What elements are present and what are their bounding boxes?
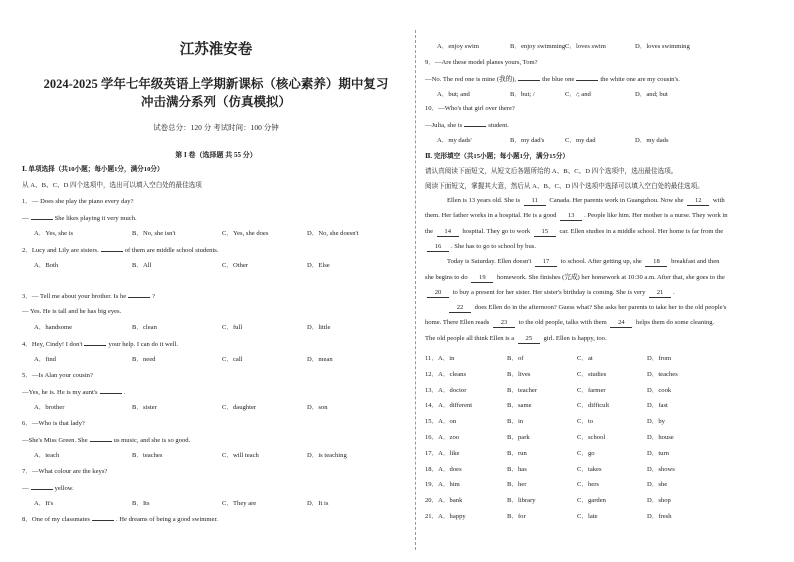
q3-text-post: ? [152, 293, 156, 300]
q2-option-a: A．Both [34, 262, 59, 269]
cloze-option: D．turn [647, 449, 669, 457]
passage-blank-number: 13 [560, 211, 582, 221]
q1-answer-text: She likes playing it very much. [54, 215, 137, 222]
q8-option-a: A．enjoy swim [437, 43, 479, 50]
q6-option-a: A．teach [34, 452, 60, 459]
q2-text-pre: 2．Lucy and Lily are sisters. [22, 247, 99, 254]
q1-option-c: C．Yes, she does [222, 230, 269, 237]
cloze-option: B．has [507, 465, 527, 473]
cloze-question-option-a: 21．A．happy [425, 513, 466, 520]
q3-option-b: B．clean [132, 324, 157, 331]
q7-option-a: A．It's [34, 500, 54, 507]
q2-option-b: B．All [132, 262, 152, 269]
part1-title: Ⅰ. 单项选择（共10小题；每小题1分，满分10分） [22, 166, 164, 173]
q7-option-b: B．Its [132, 500, 150, 507]
q10-question: 10．—Who's that girl over there? [425, 105, 515, 112]
passage-text: helps them do some cleaning. [634, 319, 715, 327]
cloze-option: C．farmer [577, 386, 606, 394]
cloze-option: B．her [507, 481, 527, 489]
cloze-question-option-a: 19．A．him [425, 481, 460, 489]
exam-title: 江苏淮安卷 [179, 42, 253, 58]
q2-question [22, 245, 219, 255]
q1-option-a: A．Yes, she is [34, 230, 74, 237]
q9-option-c: C．/; and [565, 91, 591, 98]
part2-title: Ⅱ. 完形填空（共15小题；每小题1分，满分15分） [425, 153, 570, 160]
q5-text-post: . [123, 389, 126, 396]
passage-text: the [425, 227, 435, 235]
q4-text-post: your help. I can do it well. [108, 341, 179, 348]
q9-blank-1 [518, 74, 540, 81]
exam-subtitle-line2: 冲击满分系列（仿真模拟） [140, 95, 291, 109]
q5-option-c: C．daughter [222, 404, 257, 411]
q6-question: 6．—Who is that lady? [22, 420, 85, 427]
cloze-option: C．studies [577, 370, 607, 378]
cloze-option: C．at [577, 355, 593, 362]
q7-question: 7．—What colour are the keys? [22, 468, 108, 475]
passage-line [425, 334, 607, 344]
passage-blank-number: 21 [649, 288, 671, 298]
q9-blank-2 [576, 74, 598, 81]
cloze-question-option-a: 18．A．does [425, 465, 462, 473]
cloze-option: D．fast [647, 402, 668, 410]
q9-text-post: the white one are my cousin's. [600, 76, 680, 83]
passage-text: home. There Ellen reads [425, 319, 491, 327]
passage-blank-number: 24 [610, 318, 632, 328]
cloze-option: D．teaches [647, 370, 678, 378]
q3-option-c: C．full [222, 324, 243, 331]
q4-option-b: B．need [132, 356, 156, 363]
cloze-option: D．by [647, 418, 665, 426]
passage-text: The old people all think Ellen is a [425, 334, 516, 342]
passage-line [425, 211, 728, 221]
q9-question: 9．—Are these model planes yours, Tom? [425, 59, 538, 66]
passage-blank-number: 19 [471, 273, 493, 283]
q10-option-d: D．my dads [635, 137, 669, 144]
q2-option-c: C．Other [222, 262, 249, 269]
q9-answer-line [425, 74, 680, 84]
q10-option-b: B．my dad's [510, 137, 545, 144]
cloze-question-option-a: 16．A．zoo [425, 434, 460, 441]
passage-line [447, 257, 719, 267]
passage-blank-number: 20 [427, 288, 449, 298]
q8-option-c: C．loves swim [565, 43, 606, 50]
passage-text: . [673, 288, 675, 296]
q7-blank [31, 483, 53, 490]
q10-text-pre: —Julia, she is [425, 122, 463, 129]
q3-question [22, 291, 155, 301]
q10-text-post: student. [488, 122, 509, 129]
passage-text: homework. She finishes (完成) her homework at 10:30 a.m. After that, she goes to the [495, 273, 725, 281]
q10-blank [464, 120, 486, 127]
cloze-option: D．fresh [647, 513, 672, 520]
passage-blank-number: 15 [534, 227, 556, 237]
cloze-option: D．house [647, 434, 674, 441]
q8-blank [92, 514, 114, 521]
passage-blank-number: 23 [493, 318, 515, 328]
q5-answer-line [22, 387, 125, 397]
passage-text: . She has to go to school by bus. [451, 242, 536, 250]
q9-option-b: B．but; / [510, 91, 535, 98]
q1-answer-line [22, 213, 137, 223]
passage-line [447, 196, 725, 206]
cloze-option: D．she [647, 481, 668, 489]
passage-text: to the old people, talks with them [516, 319, 609, 327]
q3-answer-line: — Yes. He is tall and he has big eyes. [22, 308, 122, 315]
cloze-option: C．takes [577, 465, 602, 473]
q7-text-post: yellow. [54, 485, 74, 492]
q9-option-a: A．but; and [437, 91, 470, 98]
cloze-option: B．in [507, 418, 524, 426]
part2-instructions-2: 阅读下面短文，掌握其大意，然后从 A、B、C、D 四个选项中选择可以填入空白处的最佳选项。 [425, 183, 704, 190]
cloze-option: C．garden [577, 497, 606, 505]
q7-option-c: C．They are [222, 500, 257, 507]
passage-blank-number: 16 [427, 242, 449, 252]
cloze-question-option-a: 15．A．on [425, 418, 457, 426]
passage-text: Ellen is 13 years old. She is [447, 197, 522, 204]
q1-blank [31, 213, 53, 220]
cloze-question-option-a: 12．A．cleans [425, 370, 467, 378]
q10-answer-line [425, 120, 509, 130]
passage-text: Canada. Her parents work in Guangzhou. Now she [547, 197, 686, 204]
q1-option-b: B．No, she isn't [132, 230, 176, 237]
passage-line [425, 318, 714, 328]
cloze-option: B．library [507, 497, 536, 505]
passage-line [425, 227, 723, 237]
cloze-option: C．to [577, 418, 594, 426]
passage-text: girl. Ellen is happy, too. [541, 334, 607, 342]
passage-text: car. Ellen studies in a middle school. Her home is far from the [557, 227, 724, 235]
section-title: 第 I 卷（选择题 共 55 分） [175, 151, 257, 159]
q10-option-a: A．my dads' [437, 137, 472, 144]
q8-text-post: . He dreams of being a good swimmer. [115, 516, 218, 523]
q7-text-pre: — [22, 485, 29, 492]
passage-blank-number: 17 [535, 257, 557, 267]
q5-question: 5．—Is Alan your cousin? [22, 372, 93, 379]
q3-text-pre: 3．— Tell me about your brother. Is he [22, 293, 127, 300]
passage-blank-number: 14 [437, 227, 459, 237]
cloze-option: B．for [507, 513, 526, 520]
cloze-option: B．lives [507, 370, 531, 378]
cloze-question-option-a: 11．A．in [425, 355, 455, 362]
q5-option-b: B．sister [132, 404, 157, 411]
passage-text: with [711, 197, 725, 204]
q5-option-d: D．son [307, 404, 328, 411]
cloze-option: B．same [507, 402, 532, 410]
q5-option-a: A．brother [34, 404, 65, 411]
q9-text-mid: the blue one [542, 76, 575, 83]
q8-text-pre: 8．One of my classmates [22, 516, 90, 523]
passage-text: to buy a present for her sister. Her sister's birthday is coming. She is very [451, 288, 648, 296]
cloze-option: C．go [577, 449, 595, 457]
cloze-option: B．park [507, 434, 530, 441]
passage-text: does Ellen do in the afternoon? Guess what? She asks her parents to take her to the old people's [473, 304, 727, 312]
cloze-option: C．hers [577, 481, 599, 489]
q6-option-b: B．teaches [132, 452, 163, 459]
passage-blank-number: 12 [687, 196, 709, 206]
q1-question: 1．— Does she play the piano every day? [22, 198, 134, 205]
cloze-option: B．run [507, 449, 527, 457]
q6-option-c: C．will teach [222, 452, 259, 459]
passage-text: breakfast and then [669, 258, 720, 266]
passage-line [447, 303, 726, 313]
cloze-option: C．school [577, 434, 606, 441]
q3-blank [128, 291, 150, 298]
q4-option-c: C．call [222, 356, 243, 363]
passage-line [425, 288, 675, 298]
q4-option-a: A．find [34, 356, 56, 363]
q4-text-pre: 4．Hey, Cindy! I don't [22, 341, 83, 348]
q4-option-d: D．mean [307, 356, 333, 363]
cloze-question-option-a: 14．A．different [425, 402, 473, 410]
q6-text-post: us music, and she is so good. [113, 437, 191, 444]
q2-option-d: D．Else [307, 262, 330, 269]
cloze-question-option-a: 17．A．like [425, 449, 460, 457]
passage-text: . People like him. Her mother is a nurse. They work in [584, 212, 728, 220]
cloze-option: D．from [647, 355, 672, 362]
cloze-option: D．shows [647, 465, 675, 473]
q9-text-pre: —No. The red one is mine (我的), [425, 76, 517, 83]
part2-instructions-1: 请认真阅读下面短文，从短文后各题所给的 A、B、C、D 四个选项中，选出最佳选项。 [425, 168, 678, 175]
q4-blank [84, 339, 106, 346]
passage-blank-number: 18 [645, 257, 667, 267]
q6-answer-line [22, 435, 190, 445]
part1-instructions: 从 A、B、C、D 四个选项中，选出可以填入空白处的最佳选项 [22, 182, 202, 189]
q4-question [22, 339, 178, 349]
q10-option-c: C．my dad [565, 137, 596, 144]
cloze-option: D．cook [647, 386, 672, 394]
cloze-option: C．late [577, 513, 598, 520]
passage-blank-number: 25 [518, 334, 540, 344]
q3-option-d: D．little [307, 324, 331, 331]
q2-text-post: of them are middle school students. [124, 247, 219, 254]
cloze-option: C．difficult [577, 402, 610, 410]
passage-text: them. Her father works in a hospital. He is a good [425, 212, 559, 220]
q6-option-d: D．is teaching [307, 452, 347, 459]
cloze-option: B．teacher [507, 386, 538, 394]
passage-line [425, 242, 536, 252]
q8-question [22, 514, 218, 524]
q1-option-d: D．No, she doesn't [307, 230, 359, 237]
passage-text: hospital. They go to work [460, 227, 532, 235]
cloze-option: B．of [507, 355, 524, 362]
q5-blank [100, 387, 122, 394]
passage-blank-number: 11 [524, 196, 546, 206]
cloze-question-option-a: 13．A．doctor [425, 386, 467, 394]
column-divider [415, 30, 416, 550]
passage-line [425, 273, 725, 283]
q8-option-d: D．loves swimming [635, 43, 690, 50]
passage-text: to school. After getting up, she [559, 258, 644, 266]
exam-subtitle-line1: 2024-2025 学年七年级英语上学期新课标（核心素养）期中复习 [43, 77, 389, 91]
q8-option-b: B．enjoy swimming [510, 43, 566, 50]
cloze-option: D．shop [647, 497, 671, 505]
q5-text-pre: —Yes, he is. He is my aunt's [22, 389, 98, 396]
q9-option-d: D．and; but [635, 91, 668, 98]
q1-dash: — [22, 215, 29, 222]
q7-option-d: D．It is [307, 500, 329, 507]
passage-text: Today is Saturday. Ellen doesn't [447, 258, 534, 266]
passage-blank-number: 22 [449, 303, 471, 313]
passage-text: she begins to do [425, 273, 470, 281]
exam-meta: 试卷总分：120 分 考试时间：100 分钟 [153, 123, 279, 132]
cloze-question-option-a: 20．A．bank [425, 497, 463, 505]
q6-blank [90, 435, 112, 442]
q3-option-a: A．handsome [34, 324, 73, 331]
q7-answer-line [22, 483, 74, 493]
q6-text-pre: —She's Miss Green. She [22, 437, 88, 444]
q2-blank [101, 245, 123, 252]
